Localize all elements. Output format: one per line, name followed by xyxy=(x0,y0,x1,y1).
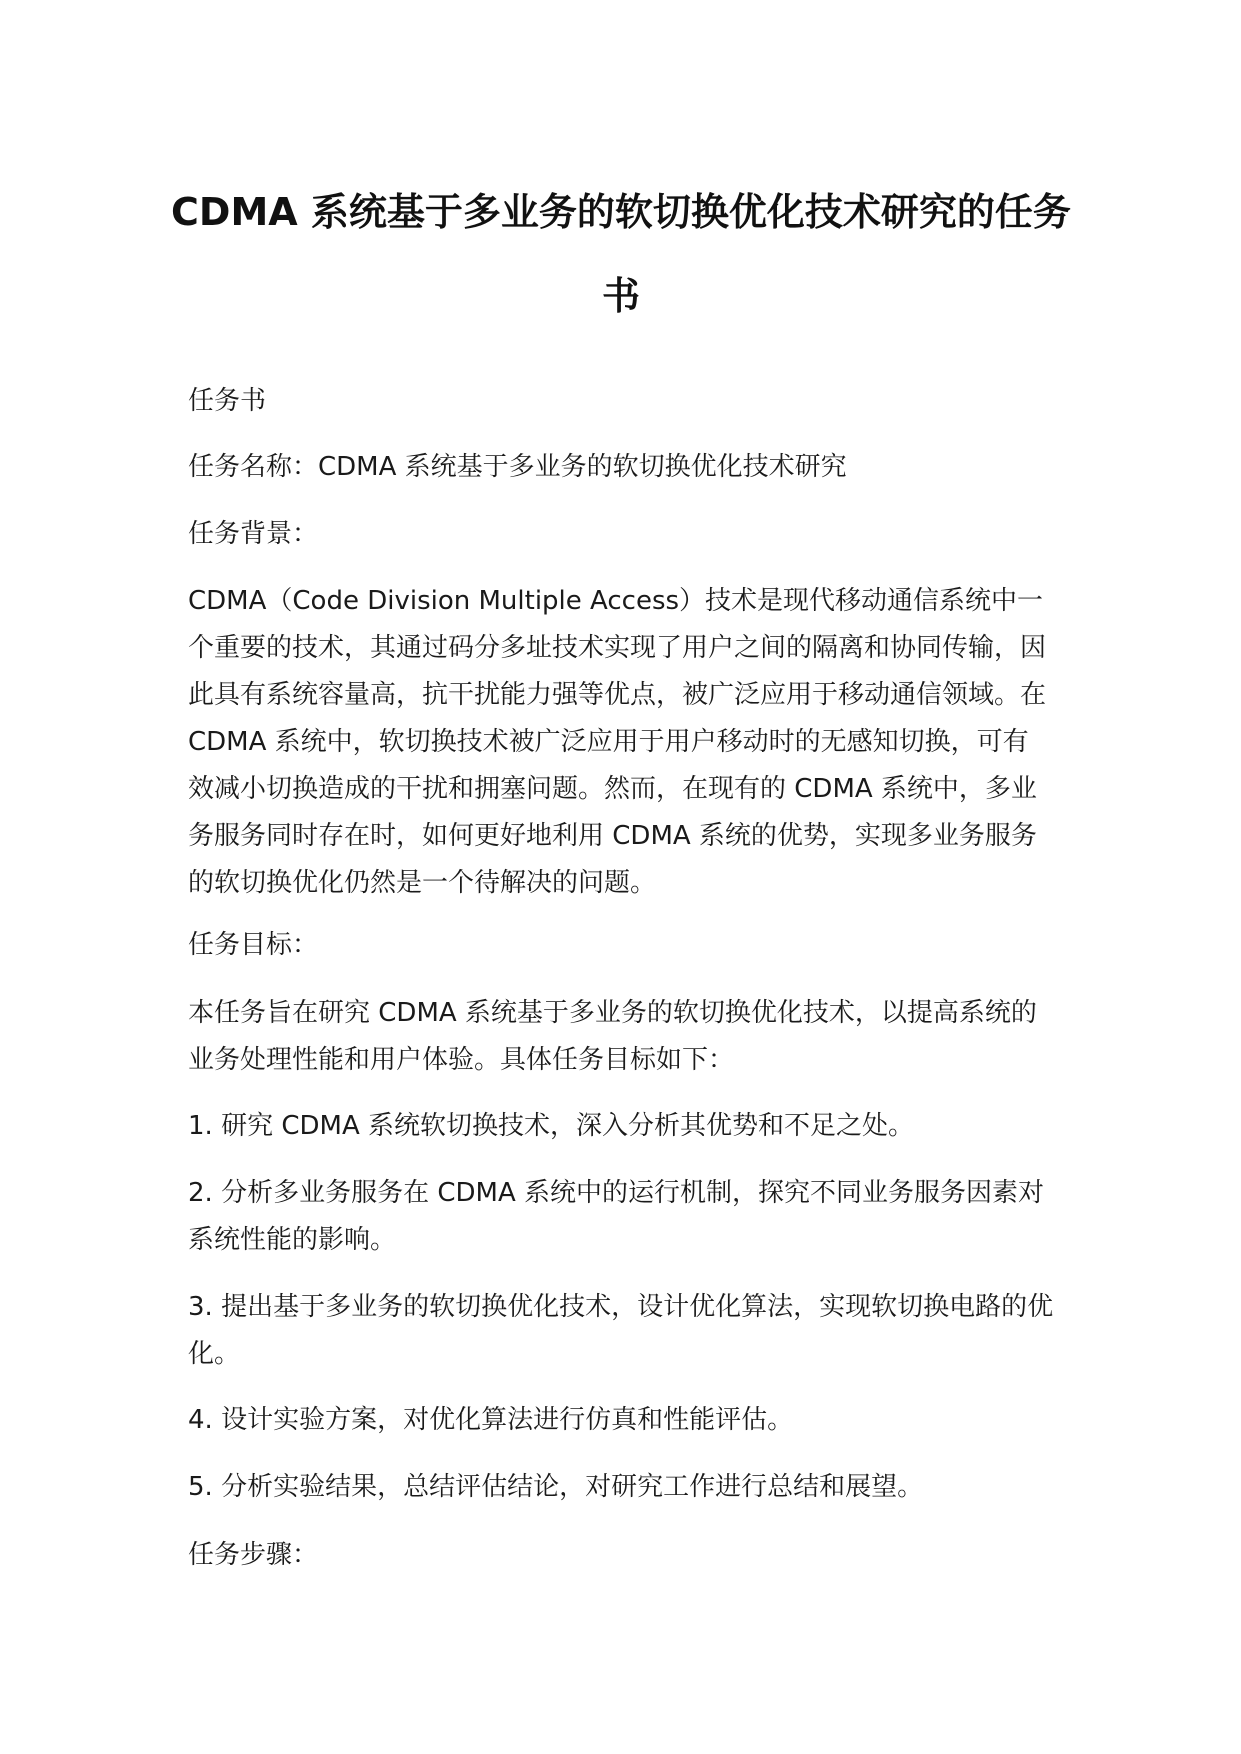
goal-paragraph: 本任务旨在研究 CDMA 系统基于多业务的软切换优化技术，以提高系统的业务处理性能和用户体验。具体任务目标如下： xyxy=(188,998,1037,1075)
goal-heading: 任务目标： xyxy=(188,930,319,960)
steps-heading: 任务步骤： xyxy=(188,1540,319,1570)
background-paragraph: CDMA（Code Division Multiple Access）技术是现代移动通信系统中一个重要的技术，其通过码分多址技术实现了用户之间的隔离和协同传输，因此具有系统容量高，抗干扰能力强等优点，被广泛应用于移动通信领域。在 CDMA 系统中，软切换技术被广泛应用于用户移动时的无感知切换，可有效减小切换造成的干扰和拥塞问题。然而，在现有的 CDMA 系统中，多业务服务同时存在时，如何更好地利用 CDMA 系统的优势，实现多业务服务的软切换优化仍然是一个待解决的问题。 xyxy=(188,586,1047,898)
document-title: CDMA 系统基于多业务的软切换优化技术研究的任务书 xyxy=(171,190,1071,318)
goal-item-4: 4. 设计实验方案，对优化算法进行仿真和性能评估。 xyxy=(188,1405,794,1435)
task-name-paragraph: 任务名称：CDMA 系统基于多业务的软切换优化技术研究 xyxy=(188,452,847,482)
background-heading: 任务背景： xyxy=(188,519,319,549)
task-book-label: 任务书 xyxy=(188,386,267,416)
goal-item-5: 5. 分析实验结果，总结评估结论，对研究工作进行总结和展望。 xyxy=(188,1472,924,1502)
goal-item-2: 2. 分析多业务服务在 CDMA 系统中的运行机制，探究不同业务服务因素对系统性能的影响。 xyxy=(188,1178,1044,1255)
goal-item-3: 3. 提出基于多业务的软切换优化技术，设计优化算法，实现软切换电路的优化。 xyxy=(188,1292,1054,1369)
goal-item-1: 1. 研究 CDMA 系统软切换技术，深入分析其优势和不足之处。 xyxy=(188,1111,914,1141)
